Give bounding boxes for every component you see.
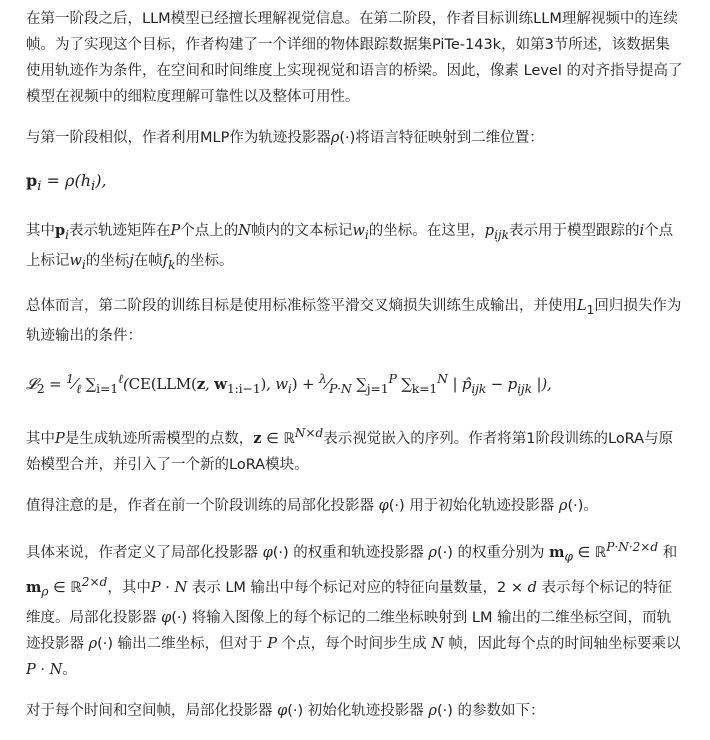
paragraph-initialization-note: 值得注意的是，作者在前一个阶段训练的局部化投影器 φ(·) 用于初始化轨迹投影器 ρ(·)。 xyxy=(26,497,598,514)
paragraph-training-objective: 总体而言，第二阶段的训练目标是使用标准标签平滑交叉熵损失训练生成输出，并使用$L_1$回归损失作为轨迹输出的条件： xyxy=(26,297,682,344)
equation-trajectory-projection: $p_i = \rho(h_i)$, xyxy=(26,171,107,195)
paragraph-trajectory-matrix: 其中$p_i$表示轨迹矩阵在P个点上的N帧内的文本标记$w_i$的坐标。在这里，$p_{ijk}$表示用于模型跟踪的i个点上标记$w_i$的坐标j在帧$f_k$的坐标。 xyxy=(26,222,674,272)
paragraph-mlp-projector: 与第一阶段相似，作者利用MLP作为轨迹投影器ρ(·)将语言特征映射到二维位置： xyxy=(26,130,544,146)
paragraph-projector-weights: 具体来说，作者定义了局部化投影器 φ(·) 的权重和轨迹投影器 ρ(·) 的权重分别为 $m_\varphi$ ∈ ℝ$^{P\cdot N\cdot 2\times d}$ 和 $m_\rho$ ∈ ℝ$^{2\times d}$，其中P · N 表示 LM 输出中每个标记对应的特征向量数量，2 × d 表示每个标记的特征维度。局部化投影器 φ(·) 将输入图像上的每个标记的二维坐标映射到 LM 输出的二维坐标空间，而轨迹投影器 ρ(·) 输出二维坐标，但对于 P 个点，每个时间步生成 N 帧，因此每个点的时间轴坐标要乘以 P · N。 xyxy=(26,539,681,679)
paragraph-lora-merge: 其中P是生成轨迹所需模型的点数，z ∈ ℝ$^{N\times d}$表示视觉嵌入的序列。作者将第1阶段训练的LoRA与原始模型合并，并引入了一个新的LoRA模块。 xyxy=(26,425,674,473)
equation-stage-two-loss: 𝓛$_2$ = $^1⁄_\ell$ $\sum_{i=1}^\ell(CE(LLM(z$, $w_{1:i-1}$), $w_i$) + $^\lambda⁄_{P\cdot N}$ $\sum_{j=1}^P$ $\sum_{k=1}^N$ | $p̂_{ijk} - p_{ijk}$ |), xyxy=(26,370,552,396)
paragraph-stage-two-intro: 在第一阶段之后，LLM模型已经擅长理解视觉信息。在第二阶段，作者目标训练LLM理解视频中的连续帧。为了实现这个目标，作者构建了一个详细的物体跟踪数据集PiTe-143k，如第3节所述，该数据集使用轨迹作为条件，在空间和时间维度上实现视觉和语言的桥梁。因此，像素 Level 的对齐指导提高了模型在视频中的细粒度理解可靠性以及整体可用性。 xyxy=(26,11,683,105)
paragraph-initialization-params: 对于每个时间和空间帧，局部化投影器 φ(·) 初始化轨迹投影器 ρ(·) 的参数如下： xyxy=(26,703,545,720)
